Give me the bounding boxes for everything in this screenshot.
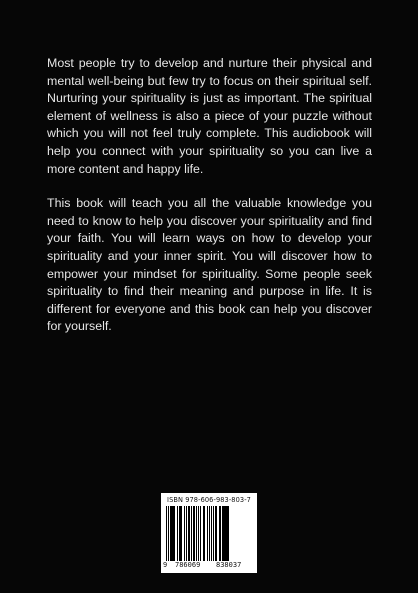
barcode-bar: [200, 506, 202, 561]
isbn-barcode: [161, 493, 257, 573]
barcode-bar: [228, 506, 229, 561]
barcode-bar: [171, 506, 173, 561]
barcode-bar: [196, 506, 197, 561]
barcode-bar: [204, 506, 205, 561]
isbn-label: ISBN 978-606-983-803-7: [167, 496, 251, 504]
barcode-bar: [174, 506, 175, 561]
barcode-bar: [180, 506, 182, 561]
barcode-bar: [184, 506, 185, 561]
barcode-lead-digit: 9: [163, 561, 168, 569]
barcode-bar: [168, 506, 169, 561]
barcode-bar: [193, 506, 195, 561]
barcode-left-group: 786069: [175, 561, 201, 569]
barcode-bar: [213, 506, 214, 561]
blurb-paragraph-2: This book will teach you all the valuable knowledge you need to know to help you discover your spirituality and find your faith. You will learn ways on how to develop your spirituality and your inner spirit. You will discover how to empower your mindset for spirituality. Some people seek spirituality to find their meaning and purpose in life. It is different for everyone and this book can help you discover for yourself.: [47, 196, 372, 334]
cover-blurb: [47, 55, 372, 353]
blurb-paragraph-1: Most people try to develop and nurture their physical and mental well-being but few try to focus on their spiritual self. Nurturing your spirituality is just as important. The spiritual element of wellness is also a piece of your puzzle without which you will not feel truly complete. This audiobook will help you connect with your spirituality so you can live a more content and happy life.: [47, 56, 372, 176]
barcode-bar: [216, 506, 217, 561]
barcode-digits: [161, 561, 257, 571]
barcode-bar: [225, 506, 227, 561]
barcode-bars: [166, 506, 252, 561]
barcode-right-group: 838037: [216, 561, 242, 569]
